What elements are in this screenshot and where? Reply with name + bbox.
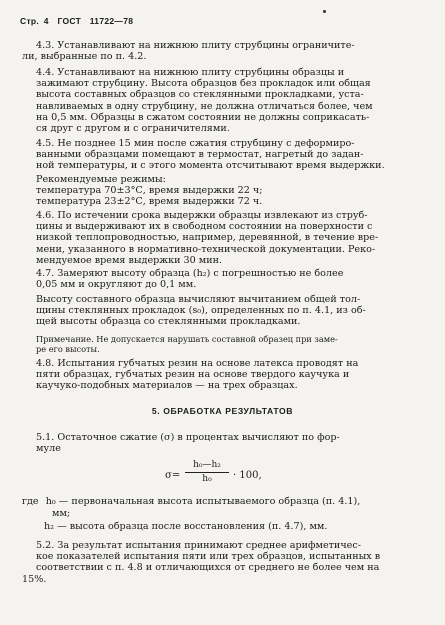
text-line: температура 23±2°С, время выдержки 72 ч. — [36, 196, 263, 208]
note — [22, 334, 422, 354]
section-title: 5. ОБРАБОТКА РЕЗУЛЬТАТОВ — [151, 406, 294, 416]
paragraph-4-7 — [22, 268, 422, 290]
text-line: Высоту составного образца вычисляют вычитанием общей тол- — [36, 294, 361, 305]
standard-name: ГОСТ — [57, 16, 82, 26]
text-line: щей высоты образца со стеклянными прокладками. — [36, 316, 301, 328]
text-line: мендуемое время выдержки 30 мин. — [36, 254, 223, 266]
text-line: 4.6. По истечении срока выдержки образцы извлекают из струб- — [36, 210, 368, 221]
text-line: щины стеклянных прокладок (s₀), определенных по п. 4.1, из об- — [36, 305, 366, 317]
page-header — [20, 16, 133, 26]
standard-code: 11722—78 — [89, 16, 134, 26]
formula — [165, 460, 365, 490]
text-line: 0,05 мм и округляют до 0,1 мм. — [36, 279, 197, 291]
text-line: низкой теплопроводностью, например, деревянной, в течение вре- — [36, 232, 379, 244]
where-symbol: h₀ — [45, 496, 56, 507]
text-line: 4.4. Устанавливают на нижнюю плиту струбцины образцы и — [36, 67, 345, 78]
formula-rhs: · 100, — [233, 470, 262, 481]
paragraph-5-2 — [22, 540, 422, 585]
formula-numerator: h₀—h₂ — [193, 460, 221, 470]
text-line: 5.2. За результат испытания принимают среднее арифметичес- — [36, 540, 361, 551]
text-line: пяти образцах, губчатых резин на основе твердого каучука и — [36, 369, 350, 381]
text-line: температура 70±3°С, время выдержки 22 ч; — [36, 185, 263, 197]
where-text: мм; — [52, 508, 71, 519]
formula-fraction — [185, 460, 229, 485]
where-line-1 — [22, 496, 360, 507]
page-number: 4 — [43, 16, 49, 26]
text-line: цины и выдерживают их в свободном состоянии на поверхности с — [36, 221, 373, 233]
paragraph-4-3 — [22, 40, 422, 62]
text-line: высота составных образцов со стеклянными прокладками, уста- — [36, 89, 364, 101]
formula-denominator: h₀ — [202, 474, 212, 484]
text-line: мени, указанного в нормативно-технической документации. Реко- — [36, 243, 376, 255]
fraction-bar — [185, 472, 229, 473]
text-line: кое показателей испытания пяти или трех образцов, испытанных в — [36, 551, 381, 563]
text-line: 15%. — [22, 573, 47, 585]
where-line-2 — [52, 508, 70, 519]
speck-mark — [323, 10, 326, 13]
text-line: 5.1. Остаточное сжатие (σ) в процентах вычисляют по фор- — [36, 432, 340, 443]
text-line: ванными образцами помещают в термостат, нагретый до задан- — [36, 149, 364, 161]
text-line: на 0,5 мм. Образцы в сжатом состоянии не должны соприкасать- — [36, 111, 370, 123]
text-line: ре его высоты. — [36, 344, 100, 354]
where-symbol: h₂ — [44, 521, 55, 532]
text-line: соответствии с п. 4.8 и отличающихся от среднего не более чем на — [36, 562, 380, 574]
paragraph-5-1 — [22, 432, 422, 454]
text-line: навливаемых в одну струбцину, не должна отличаться более, чем — [36, 100, 373, 112]
text-line: 4.8. Испытания губчатых резин на основе латекса проводят на — [36, 358, 359, 369]
paragraph-4-8 — [22, 358, 422, 392]
text-line: 4.3. Устанавливают на нижнюю плиту струбцины ограничите- — [36, 40, 355, 51]
recommended-modes — [22, 174, 422, 208]
paragraph-4-7b — [22, 294, 422, 328]
text-line: каучуко-подобных материалов — на трех образцах. — [36, 380, 298, 392]
text-line: Рекомендуемые режимы: — [36, 174, 166, 185]
page-prefix: Стр. — [20, 16, 40, 26]
text-line: зажимают струбцину. Высота образцов без прокладок или общая — [36, 78, 371, 90]
text-line: ся друг с другом и с ограничителями. — [36, 123, 230, 135]
paragraph-4-4 — [22, 67, 422, 134]
text-line: ной температуры, и с этого момента отсчитывают время выдержки. — [36, 160, 385, 172]
text-line: муле — [36, 443, 61, 455]
text-line: ли, выбранные по п. 4.2. — [22, 51, 147, 63]
paragraph-4-6 — [22, 210, 422, 266]
text-line: Примечание. Не допускается нарушать составной образец при заме- — [36, 334, 338, 344]
text-line: 4.5. Не позднее 15 мин после сжатия струбцину с деформиро- — [36, 138, 355, 149]
paragraph-4-5 — [22, 138, 422, 172]
formula-lhs: σ= — [165, 470, 181, 481]
where-text: — первоначальная высота испытываемого образца (п. 4.1), — [58, 496, 361, 507]
where-line-3 — [44, 521, 327, 532]
text-line: 4.7. Замеряют высоту образца (h₂) с погрешностью не более — [36, 268, 344, 279]
where-intro: где — [22, 496, 39, 507]
where-text: — высота образца после восстановления (п. 4.7), мм. — [57, 521, 328, 532]
